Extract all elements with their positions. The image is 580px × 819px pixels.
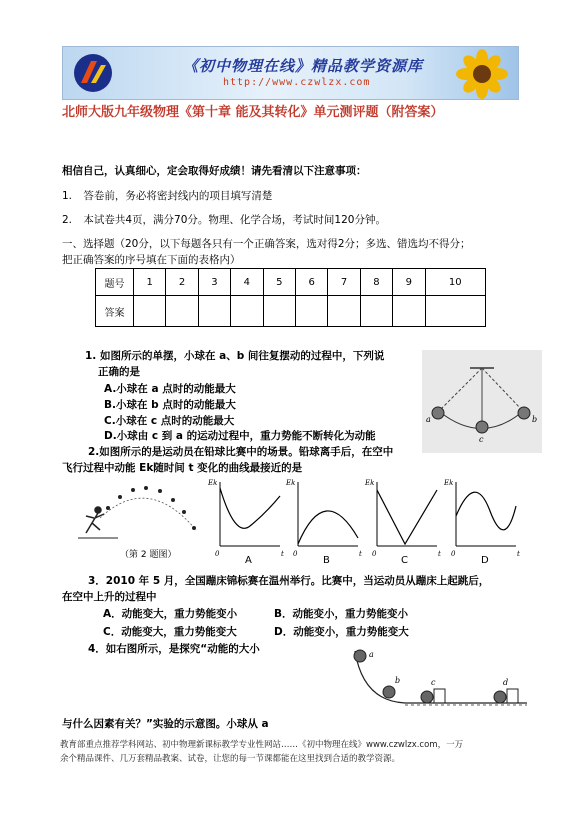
q4-stem-line2: 与什么因素有关？”实验的示意图。小球从 a — [62, 718, 269, 730]
q3-option-a[interactable]: A．动能变大，重力势能变小 — [103, 608, 238, 620]
table-cell: 1 — [134, 269, 166, 296]
section-heading-line2: 把正确答案的序号填在下面的表格内） — [62, 254, 241, 266]
q2-figure-caption: （第 2 题图） — [120, 550, 177, 560]
q1-option-c[interactable]: C.小球在 c 点时的动能最大 — [104, 415, 235, 427]
pendulum-figure — [422, 350, 542, 453]
graph-a — [220, 482, 280, 546]
answer-cell[interactable] — [295, 296, 327, 327]
banner-url-link[interactable]: http://www.czwlzx.com — [223, 77, 371, 88]
axis-label: t — [359, 550, 362, 558]
answer-cell[interactable] — [328, 296, 360, 327]
table-cell: 9 — [393, 269, 425, 296]
axis-label: Ek — [365, 479, 375, 487]
table-cell: 6 — [295, 269, 327, 296]
q1-stem-line1: 1. 如图所示的单摆，小球在 a、b 间往复摆动的过程中，下列说 — [85, 350, 385, 362]
label-d: d — [503, 678, 509, 687]
label-c: c — [479, 435, 484, 444]
q2-stem-line2: 飞行过程中动能 Ek随时间 t 变化的曲线最接近的是 — [62, 462, 303, 474]
q2-stem-line1: 2.如图所示的是运动员在铅球比赛中的场景。铅球离手后，在空中 — [88, 446, 394, 458]
label-a: a — [369, 650, 374, 659]
q3-stem-line1: 3．2010 年 5 月，全国蹦床锦标赛在温州举行。比赛中，当运动员从蹦床上起跳后， — [88, 575, 490, 587]
q1-option-d[interactable]: D.小球由 c 到 a 的运动过程中，重力势能不断转化为动能 — [104, 430, 376, 442]
table-row — [96, 269, 486, 296]
graph-label-d: D — [481, 555, 489, 566]
answer-cell[interactable] — [263, 296, 295, 327]
document-title: 北师大版九年级物理《第十章 能及其转化》单元测评题（附答案） — [62, 105, 444, 120]
note-text: 答卷前，务必将密封线内的项目填写清楚 — [83, 190, 273, 202]
axis-label: Ek — [286, 479, 296, 487]
q2-graphs — [205, 476, 525, 566]
q3-option-b[interactable]: B．动能变小，重力势能变小 — [274, 608, 409, 620]
answer-cell[interactable] — [166, 296, 198, 327]
table-cell: 4 — [231, 269, 263, 296]
answer-cell[interactable] — [198, 296, 230, 327]
note-number: 2. — [62, 214, 73, 226]
banner-title: 《初中物理在线》精品教学资源库 — [183, 57, 424, 75]
axis-label: 0 — [293, 550, 298, 558]
header-banner — [62, 46, 519, 100]
label-a: a — [426, 415, 431, 424]
label-b: b — [532, 415, 538, 424]
page-footer — [60, 738, 530, 766]
table-cell: 8 — [360, 269, 392, 296]
note-number: 1. — [62, 190, 73, 202]
q3-option-d[interactable]: D．动能变小，重力势能变大 — [274, 626, 409, 638]
axis-label: 0 — [451, 550, 456, 558]
footer-line1: 教育部重点推荐学科网站、初中物理新课标教学专业性网站……《初中物理在线》www.czwlzx.com，一万 — [60, 740, 464, 750]
answer-table — [95, 268, 486, 327]
ramp-figure — [345, 643, 535, 710]
axis-label: 0 — [215, 550, 220, 558]
table-header-cell: 题号 — [96, 269, 134, 296]
q1-option-b[interactable]: B.小球在 b 点时的动能最大 — [104, 399, 236, 411]
label-c: c — [431, 678, 436, 687]
q3-stem-line2: 在空中上升的过程中 — [62, 591, 157, 603]
graph-d — [456, 482, 516, 546]
table-row — [96, 296, 486, 327]
axis-label: t — [281, 550, 284, 558]
athlete-icon — [86, 507, 104, 533]
q3-option-c[interactable]: C．动能变大，重力势能变大 — [103, 626, 237, 638]
q1-option-a[interactable]: A.小球在 a 点时的动能最大 — [104, 383, 236, 395]
table-cell: 2 — [166, 269, 198, 296]
footer-line2: 余个精品课件、几万套精品教案、试卷，让您的每一节课都能在这里找到合适的教学资源。 — [60, 754, 401, 764]
graph-c — [377, 482, 437, 546]
q4-stem-line1: 4．如右图所示，是探究“动能的大小 — [88, 643, 260, 655]
axis-label: Ek — [444, 479, 454, 487]
graph-label-c: C — [401, 555, 408, 566]
table-cell: 3 — [198, 269, 230, 296]
q1-stem-line2: 正确的是 — [98, 366, 140, 378]
label-b: b — [395, 676, 401, 685]
answer-cell[interactable] — [231, 296, 263, 327]
table-cell: 5 — [263, 269, 295, 296]
note-2 — [62, 212, 386, 227]
axis-label: 0 — [372, 550, 377, 558]
note-text: 本试卷共4页，满分70分。物理、化学合场，考试时间120分钟。 — [83, 214, 386, 226]
answer-cell[interactable] — [360, 296, 392, 327]
graph-label-a: A — [245, 555, 252, 566]
sunflower-icon — [452, 49, 512, 99]
table-cell: 7 — [328, 269, 360, 296]
axis-label: t — [438, 550, 441, 558]
table-cell: 10 — [425, 269, 485, 296]
graph-label-b: B — [323, 555, 330, 566]
shot-put-figure — [78, 478, 213, 548]
axis-label: t — [517, 550, 520, 558]
answer-cell[interactable] — [393, 296, 425, 327]
answer-cell[interactable] — [425, 296, 485, 327]
graph-b — [298, 482, 358, 546]
site-logo-icon — [71, 51, 115, 95]
section-heading-line1: 一、选择题（20分，以下每题各只有一个正确答案，选对得2分；多选、错选均不得分； — [62, 238, 471, 250]
pendulum-icon — [422, 350, 542, 453]
intro-text: 相信自己，认真细心，定会取得好成绩！请先看清以下注意事项： — [62, 165, 367, 177]
note-1 — [62, 188, 272, 203]
answer-cell[interactable] — [134, 296, 166, 327]
axis-label: Ek — [208, 479, 218, 487]
table-header-cell: 答案 — [96, 296, 134, 327]
